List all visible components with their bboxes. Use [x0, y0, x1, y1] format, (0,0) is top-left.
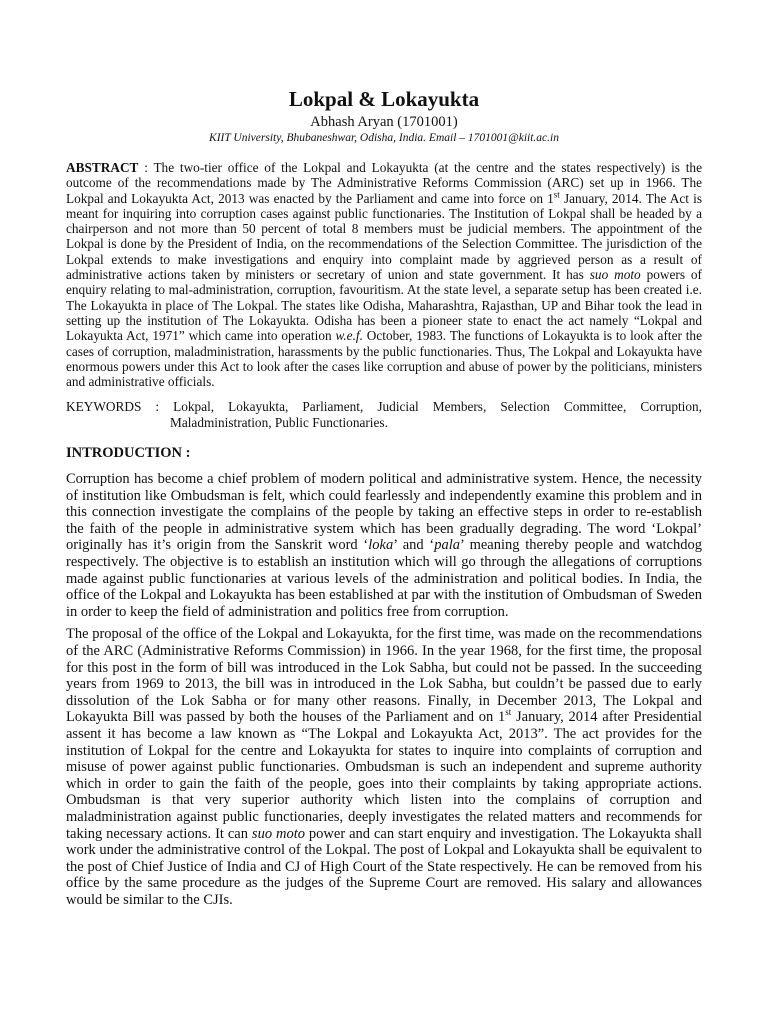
keywords-block: [66, 399, 702, 430]
intro-p2-superscript: st: [505, 707, 512, 718]
keywords-label: KEYWORDS :: [66, 399, 160, 415]
intro-p2-text-2: January, 2014 after Presidential assent it has become a law known as “The Lokpal and Lokayukta Act, 2013”. The act provides for the institution of Lokpal for the centre and Lokayukta for states to inquire into complaints of corruption and misuse of power against public functionaries. Ombudsman is such an independent and supreme authority which in order to gain the faith of the people, goes into their complaints by taking appropriate actions. Ombudsman is that very superior authority which listen into the complains of corruption and maladministration against public functionaries, deeply investigates the related matters and recommends for taking necessary actions. It can: [66, 709, 703, 842]
abstract-label: ABSTRACT: [66, 160, 139, 175]
intro-p2-emphasis-suo-moto: suo moto: [251, 825, 305, 842]
intro-p1-emphasis-pala: pala: [434, 537, 461, 554]
intro-p1-text-3: ’ meaning thereby people and watchdog respectively. The objective is to establish an institution which will go through the allegations of corruptions made against public functionaries at various levels of the administration and political bodies. In India, the office of the Lokpal and Lokayukta has been established at par with the institution of Ombudsman of Sweden in order to keep the field of administration and politics free from corruption.: [66, 537, 702, 620]
abstract-superscript: st: [553, 189, 560, 200]
intro-p1-text-2: ’ and ‘: [393, 537, 435, 554]
abstract-text-4: October, 1983. The functions of Lokayukta is to look after the cases of corruption, maladministration, harassments by the public functionaries. Thus, The Lokpal and Lokayukta have enormous powers under this Act to look after the cases like corruption and abuse of power by the politicians, ministers and administrative officials.: [66, 328, 702, 390]
introduction-paragraph-1: [66, 471, 702, 620]
abstract-text-3: powers of enquiry relating to mal-administration, corruption, favouritism. At the state level, a separate setup has been created i.e. The Lokayukta in place of The Lokpal. The states like Odisha, Maharashtra, Rajasthan, UP and Bihar took the lead in setting up the institution of The Lokayukta. Odisha has been a pioneer state to enact the act namely “Lokpal and Lokayukta Act, 1971” which came into operation: [66, 267, 702, 344]
paper-title: Lokpal & Lokayukta: [288, 87, 480, 111]
abstract-text-2: January, 2014. The Act is meant for inquiring into corruption cases against public functionaries. The Institution of Lokpal shall be headed by a chairperson and not more than 50 percent of total 8 members must be judicial members. The appointment of the Lokpal is done by the President of India, on the recommendations of the Selection Committee. The jurisdiction of the Lokpal extends to make investigations and enquiry into complaint made by aggrieved person as a result of administrative actions taken by ministers or secretary of union and state government. It has: [66, 190, 702, 283]
paper-author: Abhash Aryan (1701001): [310, 114, 458, 130]
abstract-text-1: The two-tier office of the Lokpal and Lokayukta (at the centre and the states respectively) is the outcome of the recommendations made by The Administrative Reforms Commission (ARC) set up in 1966. The Lokpal and Lokayukta Act, 2013 was enacted by the Parliament and came into force on 1: [66, 160, 702, 206]
keywords-text: Lokpal, Lokayukta, Parliament, Judicial Members, Selection Committee, Corruption, Maladministration, Public Functionaries.: [159, 399, 703, 430]
intro-p2-text-3: power and can start enquiry and investigation. The Lokayukta shall work under the administrative control of the Lokpal. The post of Lokpal and Lokayukta shall be equivalent to the post of Chief Justice of India and CJ of High Court of the State respectively. He can be removed from his office by the same procedure as the judges of the Supreme Court are removed. His salary and allowances would be similar to the CJIs.: [66, 825, 702, 908]
abstract-block: [66, 160, 702, 389]
introduction-heading: INTRODUCTION :: [66, 445, 191, 462]
paper-page: [66, 86, 702, 908]
introduction-paragraph-2: [66, 626, 702, 908]
abstract-emphasis-suo-moto: suo moto: [589, 267, 641, 283]
abstract-separator: :: [138, 160, 154, 175]
abstract-emphasis-wef: w.e.f.: [335, 328, 363, 344]
paper-affiliation: KIIT University, Bhubaneshwar, Odisha, India. Email – 1701001@kiit.ac.in: [209, 132, 559, 144]
intro-p1-text-1: Corruption has become a chief problem of modern political and administrative system. Hence, the necessity of institution like Ombudsman is felt, which could fearlessly and independently examine this problem and in this connection investigate the complains of the people by taking an effective steps in order to re-establish the faith of the people in administrative system which has been gradually degrading. The word ‘Lokpal’ originally has it’s origin from the Sanskrit word ‘: [66, 471, 702, 554]
intro-p2-text-1: The proposal of the office of the Lokpal and Lokayukta, for the first time, was made on the recommendations of the ARC (Administrative Reforms Commission) in 1966. In the year 1968, for the first time, the proposal for this post in the form of bill was introduced in the Lok Sabha, but could not be passed. In the succeeding years from 1969 to 2013, the bill was in introduced in the Lok Sabha, but couldn’t be passed due to early dissolution of the Lok Sabha or for many other reasons. Finally, in December 2013, The Lokpal and Lokayukta Bill was passed by both the houses of the Parliament and on 1: [66, 626, 702, 726]
intro-p1-emphasis-loka: loka: [368, 537, 394, 554]
